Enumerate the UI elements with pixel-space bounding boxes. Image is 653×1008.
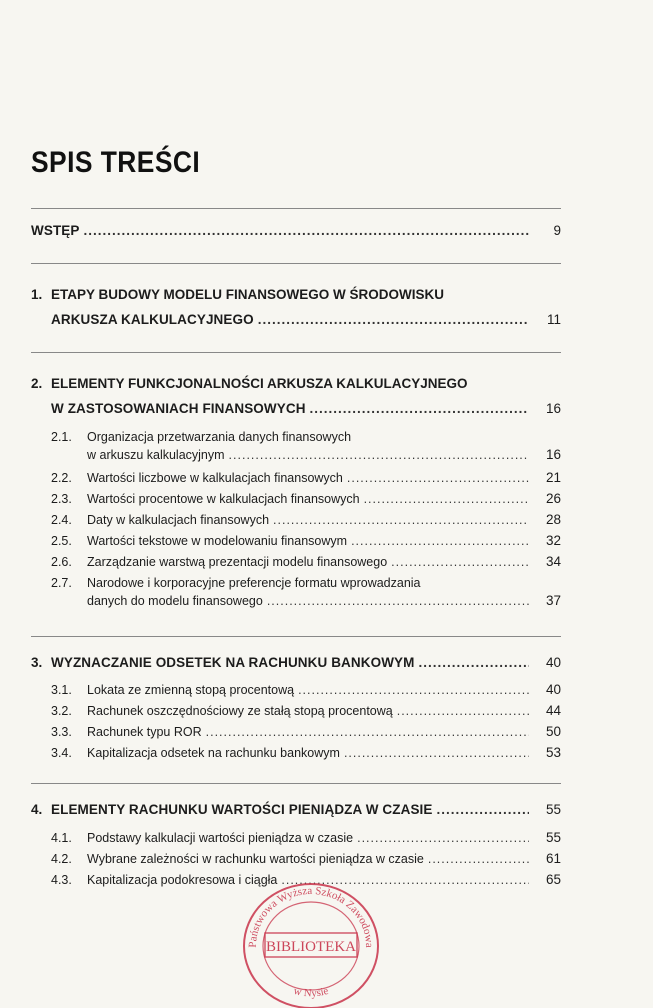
chapter-title-line1: ETAPY BUDOWY MODELU FINANSOWEGO W ŚRODOWISKU [51,287,445,302]
stamp-center-text: BIBLIOTEKA [266,939,356,955]
toc-section-3-1[interactable] [31,681,561,699]
page-number: 28 [545,512,561,527]
toc-section-3-3[interactable] [31,723,561,741]
leader-dots [310,396,529,421]
toc-section-2-2[interactable] [31,469,561,487]
chapter-title: WYZNACZANIE ODSETEK NA RACHUNKU BANKOWYM [51,655,415,670]
page-number: 26 [545,491,561,506]
page-number: 44 [545,703,561,718]
section-number: 3.4. [51,746,72,760]
section-title: Lokata ze zmienną stopą procentową [87,683,295,697]
section-title: Kapitalizacja podokresowa i ciągła [87,873,278,887]
section-title: Podstawy kalkulacji wartości pieniądza w czasie [87,831,354,845]
toc-section-2-1[interactable] [31,428,561,464]
section-number: 2.4. [51,513,72,527]
leader-dots [437,797,529,822]
page-number: 40 [545,682,561,697]
page-number: 50 [545,724,561,739]
toc-chapter-3[interactable] [31,650,561,675]
leader-dots [298,681,529,699]
section-title: Wartości procentowe w kalkulacjach finansowych [87,492,360,506]
divider [31,263,561,264]
chapter-number: 3. [31,655,43,670]
chapter-title-line2: ARKUSZA KALKULACYJNEGO [51,312,254,327]
section-number: 2.3. [51,492,72,506]
section-title: Rachunek typu ROR [87,725,202,739]
page-number: 53 [545,745,561,760]
page-title: SPIS TREŚCI [31,146,201,179]
page-number: 9 [553,223,561,238]
section-title: Wybrane zależności w rachunku wartości pieniądza w czasie [87,852,424,866]
section-title: Rachunek oszczędnościowy ze stałą stopą procentową [87,704,393,718]
toc-section-3-2[interactable] [31,702,561,720]
page-number: 34 [545,554,561,569]
page-number: 55 [545,802,561,817]
toc-chapter-1[interactable] [31,282,561,332]
page-number: 40 [545,655,561,670]
toc-section-2-3[interactable] [31,490,561,508]
chapter-title-line2: W ZASTOSOWANIACH FINANSOWYCH [51,401,306,416]
leader-dots [347,469,529,487]
section-number: 2.1. [51,430,72,444]
toc-section-2-4[interactable] [31,511,561,529]
toc-section-2-6[interactable] [31,553,561,571]
leader-dots [258,307,529,332]
section-title: Daty w kalkulacjach finansowych [87,513,270,527]
leader-dots [84,218,529,243]
chapter-number: 1. [31,287,43,302]
toc-section-2-7[interactable] [31,574,561,610]
chapter-number: 2. [31,376,43,391]
section-title-line2: w arkuszu kalkulacyjnym [87,448,225,462]
page-number: 16 [545,447,561,462]
divider [31,208,561,209]
section-number: 2.5. [51,534,72,548]
toc-section-3-4[interactable] [31,744,561,762]
section-title-line2: danych do modelu finansowego [87,594,263,608]
page-number: 37 [545,593,561,608]
section-number: 2.7. [51,576,72,590]
section-title-line1: Organizacja przetwarzania danych finansowych [87,430,352,444]
section-number: 4.2. [51,852,72,866]
section-title: Zarządzanie warstwą prezentacji modelu finansowego [87,555,388,569]
section-title: Kapitalizacja odsetek na rachunku bankowym [87,746,340,760]
stamp-ring-text-bottom: w Nysie [292,984,330,1000]
page-number: 55 [545,830,561,845]
toc-section-4-1[interactable] [31,829,561,847]
leader-dots [364,490,529,508]
stamp-ring-text-top: Państwowa Wyższa Szkoła Zawodowa [246,884,376,948]
section-number: 3.3. [51,725,72,739]
library-stamp [238,876,384,1008]
section-number: 3.1. [51,683,72,697]
chapter-title: ELEMENTY RACHUNKU WARTOŚCI PIENIĄDZA W CZASIE [51,802,433,817]
leader-dots [418,650,529,675]
leader-dots [267,592,529,610]
section-number: 3.2. [51,704,72,718]
section-title-line1: Narodowe i korporacyjne preferencje formatu wprowadzania [87,576,421,590]
leader-dots [229,446,529,464]
page-number: 32 [545,533,561,548]
section-number: 2.2. [51,471,72,485]
divider [31,352,561,353]
leader-dots [428,850,529,868]
entry-label: WSTĘP [31,223,80,238]
leader-dots [351,532,529,550]
toc-section-2-5[interactable] [31,532,561,550]
leader-dots [273,511,529,529]
toc-chapter-2[interactable] [31,371,561,421]
page-number: 16 [545,401,561,416]
divider [31,783,561,784]
leader-dots [391,553,529,571]
section-title: Wartości liczbowe w kalkulacjach finansowych [87,471,343,485]
section-number: 4.3. [51,873,72,887]
leader-dots [206,723,529,741]
toc-chapter-4[interactable] [31,797,561,822]
divider [31,636,561,637]
leader-dots [344,744,529,762]
leader-dots [357,829,529,847]
page-number: 65 [545,872,561,887]
leader-dots [397,702,529,720]
chapter-title-line1: ELEMENTY FUNKCJONALNOŚCI ARKUSZA KALKULACYJNEGO [51,376,468,391]
section-number: 2.6. [51,555,72,569]
page-number: 21 [545,470,561,485]
chapter-number: 4. [31,802,43,817]
section-number: 4.1. [51,831,72,845]
toc-section-4-2[interactable] [31,850,561,868]
toc-entry-intro[interactable] [31,218,561,243]
page-number: 11 [546,312,561,327]
section-title: Wartości tekstowe w modelowaniu finansowym [87,534,348,548]
page-number: 61 [545,851,561,866]
